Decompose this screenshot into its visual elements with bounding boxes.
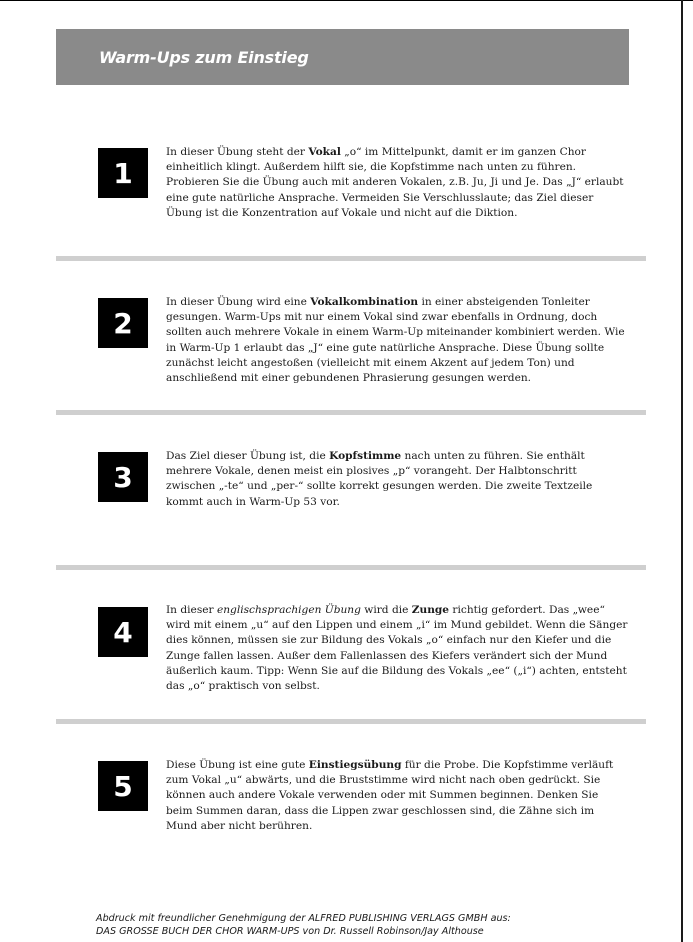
exercise-number-5: 5 xyxy=(98,761,148,811)
exercise-number-3: 3 xyxy=(98,452,148,502)
section-divider xyxy=(56,256,646,261)
section-divider xyxy=(56,719,646,724)
right-border xyxy=(681,0,683,942)
section-divider xyxy=(56,410,646,415)
exercise-keyword-1: Vokal xyxy=(308,146,341,158)
exercise-description-5: Diese Übung ist eine gute Einstiegsübung für die Probe. Die Kopfstimme verläuft zum Vokal „u“ abwärts, und die Bruststimme wird nicht nach oben gedrückt. Sie können auch andere Vokale verwenden oder mit Summen beginnen. Denken Sie beim Summen daran, dass die Lippen zwar geschlossen sind, die Zähne sich im Mund aber nicht berühren. xyxy=(166,759,614,832)
exercise-description-1: In dieser Übung steht der Vokal „o“ im Mittelpunkt, damit er im ganzen Chor einheitlich klingt. Außerdem hilft sie, die Kopfstimme nach unten zu führen. Probieren Sie die Übung auch mit anderen Vokalen, z.B. Ju, Ji und Je. Das „J“ erlaubt eine gute natürliche Ansprache. Vermeiden Sie Verschlusslaute; das Ziel dieser Übung ist die Konzentration auf Vokale und nicht auf die Diktion. xyxy=(166,146,624,219)
exercise-keyword-4: Zunge xyxy=(411,604,450,616)
exercise-keyword-2: Vokalkombination xyxy=(310,296,419,308)
footer-line-2: DAS GROSSE BUCH DER CHOR WARM-UPS von Dr. Russell Robinson/Jay Althouse xyxy=(96,926,484,937)
exercise-keyword-5: Einstiegsübung xyxy=(308,759,402,771)
exercise-number-4: 4 xyxy=(98,607,148,657)
exercise-description-2: In dieser Übung wird eine Vokalkombination in einer absteigenden Tonleiter gesungen. Warm-Ups mit nur einem Vokal sind zwar ebenfalls in Ordnung, doch sollten auch mehrere Vokale in einem Warm-Up miteinander kombiniert werden. Wie in Warm-Up 1 erlaubt das „J“ eine gute natürliche Ansprache. Diese Übung sollte zunächst leicht angestoßen (vielleicht mit einem Akzent auf jedem Ton) und anschließend mit einer gebundenen Phrasierung gesungen werden. xyxy=(166,296,625,385)
exercise-description-3: Das Ziel dieser Übung ist, die Kopfstimme nach unten zu führen. Sie enthält mehrere Vokale, denen meist ein plosives „p“ vorangeht. Der Halbtonschritt zwischen „-te“ und „per-“ sollte korrekt gesungen werden. Die zweite Textzeile kommt auch in Warm-Up 53 vor. xyxy=(166,450,593,508)
top-border xyxy=(0,0,693,1)
exercise-keyword-3: Kopfstimme xyxy=(329,450,402,462)
footer-line-1: Abdruck mit freundlicher Genehmigung der ALFRED PUBLISHING VERLAGS GMBH aus: xyxy=(96,913,511,924)
title-bar xyxy=(56,29,629,85)
page-title: Warm-Ups zum Einstieg xyxy=(99,47,309,67)
exercise-number-2: 2 xyxy=(98,298,148,348)
exercise-italic-4: englischsprachigen Übung xyxy=(216,604,361,616)
footer-credits xyxy=(96,912,656,938)
exercise-description-4: In dieser englischsprachigen Übung wird die Zunge richtig gefordert. Das „wee“ wird mit einem „u“ auf den Lippen und einem „i“ im Mund gebildet. Wenn die Sänger dies können, müssen sie zur Bildung des Vokals „o“ einfach nur den Kiefer und die Zunge fallen lassen. Außer dem Fallenlassen des Kiefers verändert sich der Mund äußerlich kaum. Tipp: Wenn Sie auf die Bildung des Vokals „ee“ („i“) achten, entsteht das „o“ praktisch von selbst. xyxy=(166,604,628,693)
section-divider xyxy=(56,565,646,570)
exercise-number-1: 1 xyxy=(98,148,148,198)
